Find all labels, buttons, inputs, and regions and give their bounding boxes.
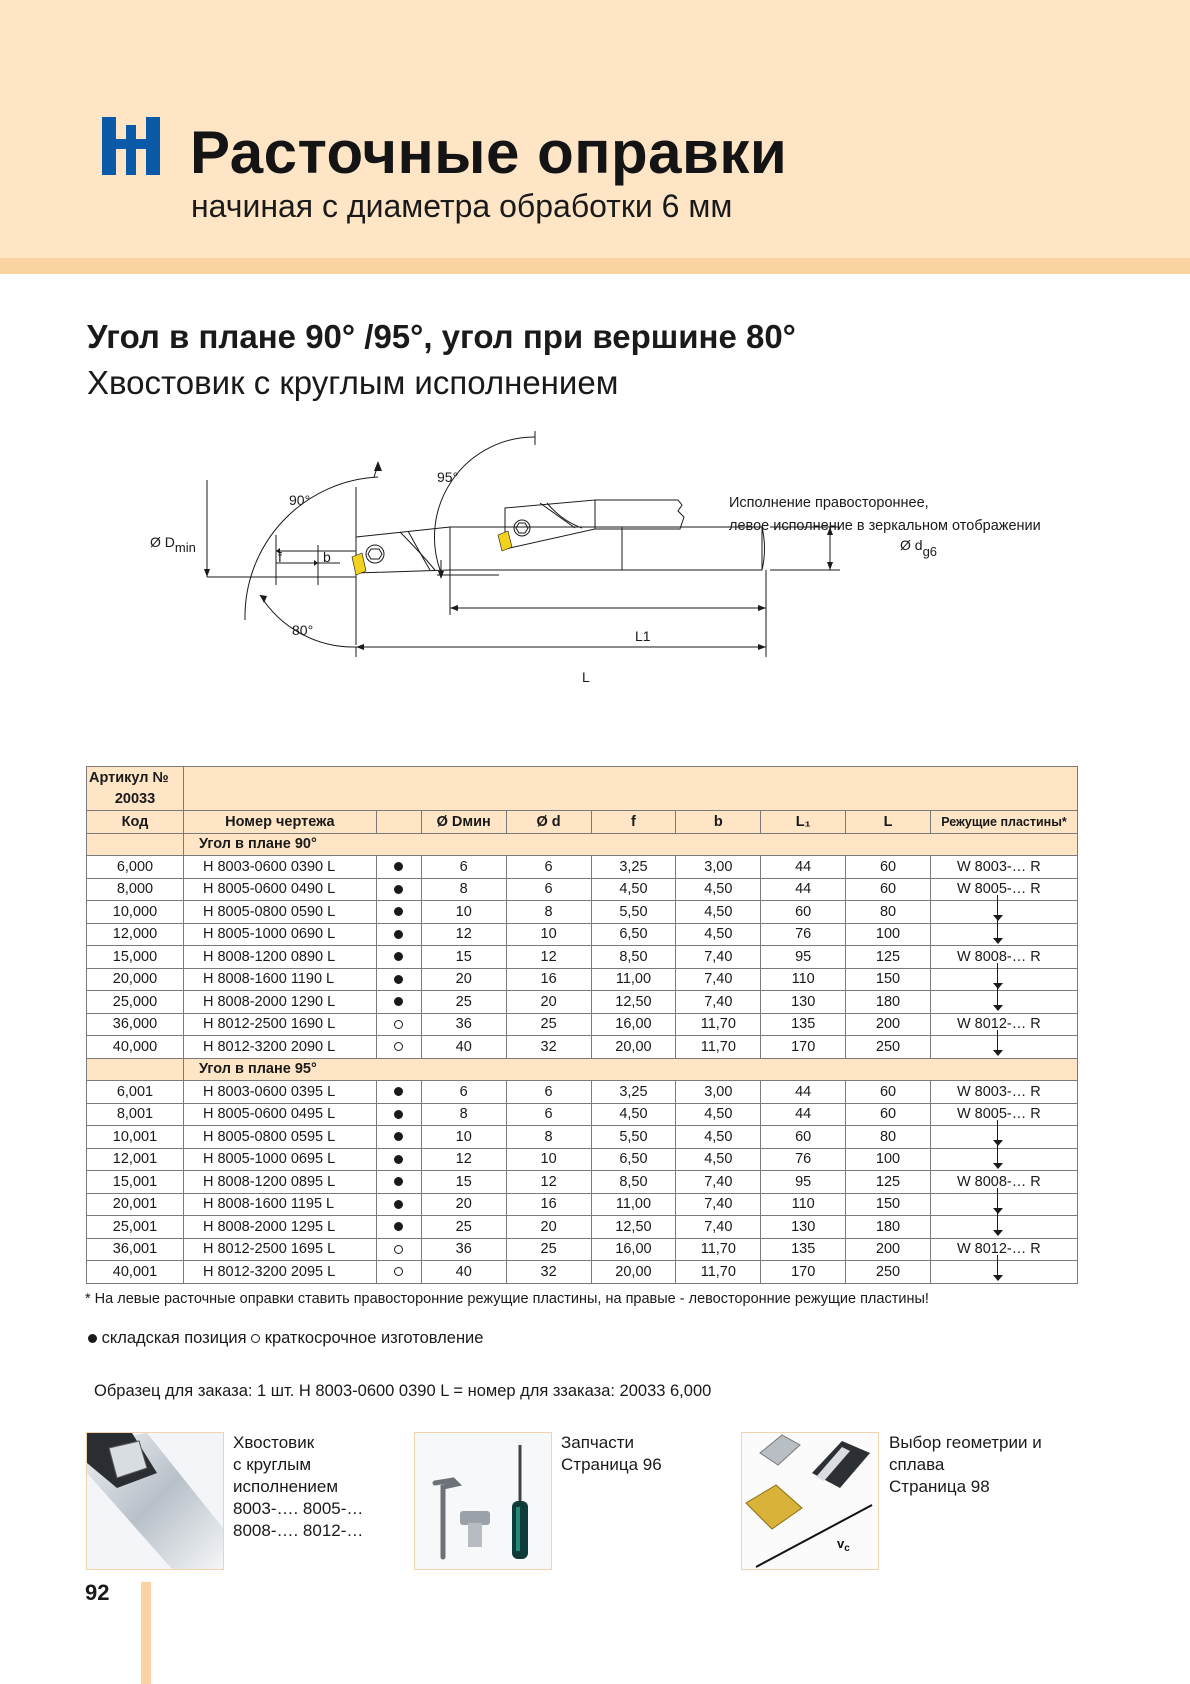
- section-title: Угол в плане 90° /95°, угол при вершине 80°: [87, 318, 796, 355]
- cell-insert-arrow: [930, 923, 1077, 946]
- cell-l: 80: [846, 1126, 931, 1149]
- article-label: Артикул №: [87, 767, 184, 789]
- cell-avail: [376, 1036, 421, 1059]
- cell-insert: W 8003-… R: [930, 1081, 1077, 1104]
- cell-b: 4,50: [676, 1103, 761, 1126]
- table-row: [87, 968, 1078, 991]
- table-row: [87, 901, 1078, 924]
- col-f-header: f: [591, 811, 676, 834]
- stock-dot-icon: [394, 1087, 403, 1096]
- col-dmin-header: Ø Dмин: [421, 811, 506, 834]
- col-avail-header: [376, 811, 421, 834]
- cell-l: 125: [846, 1171, 931, 1194]
- cell-l1: 130: [761, 991, 846, 1014]
- cell-d: 12: [506, 1171, 591, 1194]
- cell-l: 250: [846, 1261, 931, 1284]
- cell-d: 25: [506, 1013, 591, 1036]
- col-code-header: Код: [87, 811, 184, 834]
- cell-code: 12,000: [87, 923, 184, 946]
- stock-dot-icon: [394, 1132, 403, 1141]
- parts-photo: [414, 1432, 552, 1570]
- order-example: Образец для заказа: 1 шт. H 8003-0600 0390 L = номер для ззаказа: 20033 6,000: [94, 1382, 712, 1400]
- page-title: Расточные оправки: [190, 119, 788, 186]
- cell-l: 100: [846, 923, 931, 946]
- cell-insert-arrow: [930, 1148, 1077, 1171]
- cell-b: 4,50: [676, 923, 761, 946]
- cell-drawing: H 8008-1200 0895 L: [183, 1171, 376, 1194]
- cell-code: 8,000: [87, 878, 184, 901]
- cell-dmin: 40: [421, 1036, 506, 1059]
- cell-avail: [376, 991, 421, 1014]
- cell-avail: [376, 1013, 421, 1036]
- cell-insert-arrow: [930, 1126, 1077, 1149]
- spec-table: [86, 766, 1078, 1284]
- cell-f: 5,50: [591, 901, 676, 924]
- cell-drawing: H 8008-2000 1295 L: [183, 1216, 376, 1239]
- cell-drawing: H 8012-3200 2090 L: [183, 1036, 376, 1059]
- cell-drawing: H 8005-1000 0695 L: [183, 1148, 376, 1171]
- cell-drawing: H 8008-1600 1195 L: [183, 1193, 376, 1216]
- stock-dot-icon: [394, 1222, 403, 1231]
- cell-avail: [376, 1148, 421, 1171]
- cell-code: 10,000: [87, 901, 184, 924]
- cell-avail: [376, 901, 421, 924]
- availability-legend: [88, 1329, 483, 1348]
- cell-f: 3,25: [591, 1081, 676, 1104]
- cell-l1: 110: [761, 968, 846, 991]
- hh-logo-icon: [102, 117, 160, 175]
- cell-l: 60: [846, 878, 931, 901]
- group-row: [87, 1058, 1078, 1081]
- cell-l: 60: [846, 1081, 931, 1104]
- short-ring-icon: [251, 1334, 260, 1343]
- cell-l1: 60: [761, 901, 846, 924]
- cell-avail: [376, 946, 421, 969]
- cell-d: 6: [506, 1103, 591, 1126]
- cell-f: 6,50: [591, 1148, 676, 1171]
- cell-code: 40,000: [87, 1036, 184, 1059]
- cell-insert: W 8012-… R: [930, 1238, 1077, 1261]
- cell-insert-arrow: [930, 1216, 1077, 1239]
- l1-label: L1: [635, 628, 651, 644]
- cell-b: 7,40: [676, 1171, 761, 1194]
- stock-dot-icon: [394, 1110, 403, 1119]
- cell-dmin: 20: [421, 968, 506, 991]
- cell-code: 10,001: [87, 1126, 184, 1149]
- cell-drawing: H 8008-2000 1290 L: [183, 991, 376, 1014]
- cell-code: 15,000: [87, 946, 184, 969]
- cell-l: 180: [846, 1216, 931, 1239]
- cell-code: 36,000: [87, 1013, 184, 1036]
- cell-avail: [376, 1126, 421, 1149]
- cell-f: 5,50: [591, 1126, 676, 1149]
- cell-avail: [376, 1261, 421, 1284]
- cell-l1: 44: [761, 878, 846, 901]
- cell-d: 20: [506, 1216, 591, 1239]
- table-header-row: [87, 811, 1078, 834]
- stock-dot-icon: [394, 862, 403, 871]
- cell-dmin: 10: [421, 901, 506, 924]
- cell-b: 3,00: [676, 1081, 761, 1104]
- cell-insert: W 8005-… R: [930, 1103, 1077, 1126]
- stock-dot-icon: [394, 997, 403, 1006]
- cell-avail: [376, 1171, 421, 1194]
- cell-avail: [376, 1081, 421, 1104]
- cell-code: 25,001: [87, 1216, 184, 1239]
- cell-b: 4,50: [676, 878, 761, 901]
- cell-f: 12,50: [591, 991, 676, 1014]
- cell-drawing: H 8005-0800 0590 L: [183, 901, 376, 924]
- group-label: Угол в плане 95°: [183, 1058, 1077, 1081]
- cell-b: 11,70: [676, 1013, 761, 1036]
- cell-insert-arrow: [930, 968, 1077, 991]
- main-insert: [352, 553, 366, 575]
- cell-drawing: H 8003-0600 0390 L: [183, 856, 376, 879]
- cell-avail: [376, 923, 421, 946]
- cell-l: 150: [846, 1193, 931, 1216]
- stock-dot-icon: [394, 975, 403, 984]
- stock-dot-icon: [394, 952, 403, 961]
- cell-insert-arrow: [930, 1193, 1077, 1216]
- table-row: [87, 1216, 1078, 1239]
- cell-avail: [376, 1103, 421, 1126]
- cell-l: 60: [846, 856, 931, 879]
- cell-l: 200: [846, 1013, 931, 1036]
- cell-insert-arrow: [930, 1036, 1077, 1059]
- stock-dot-icon: [394, 1155, 403, 1164]
- tool-drawing: [150, 425, 1100, 715]
- cell-code: 40,001: [87, 1261, 184, 1284]
- cell-d: 6: [506, 878, 591, 901]
- cell-b: 7,40: [676, 1216, 761, 1239]
- cell-d: 6: [506, 856, 591, 879]
- stock-dot-icon: [394, 1200, 403, 1209]
- cell-dmin: 25: [421, 991, 506, 1014]
- legend-stock: складская позиция: [101, 1329, 247, 1347]
- table-row: [87, 1036, 1078, 1059]
- cell-drawing: H 8012-3200 2095 L: [183, 1261, 376, 1284]
- cell-l1: 135: [761, 1013, 846, 1036]
- cell-l1: 110: [761, 1193, 846, 1216]
- angle-80-label: 80°: [292, 622, 314, 638]
- table-row: [87, 878, 1078, 901]
- cell-drawing: H 8003-0600 0395 L: [183, 1081, 376, 1104]
- cell-d: 16: [506, 1193, 591, 1216]
- cell-l1: 44: [761, 856, 846, 879]
- cell-b: 7,40: [676, 968, 761, 991]
- cell-dmin: 15: [421, 946, 506, 969]
- cell-avail: [376, 968, 421, 991]
- drawing-note-line2: левое исполнение в зеркальном отображении: [729, 518, 1041, 534]
- cell-b: 11,70: [676, 1238, 761, 1261]
- cell-dmin: 8: [421, 878, 506, 901]
- cell-b: 4,50: [676, 901, 761, 924]
- cell-l: 60: [846, 1103, 931, 1126]
- cell-f: 11,00: [591, 968, 676, 991]
- cell-d: 6: [506, 1081, 591, 1104]
- detail-insert: [498, 531, 512, 551]
- table-row: [87, 1238, 1078, 1261]
- cell-avail: [376, 1238, 421, 1261]
- ref-shank: Хвостовик с круглым исполнением 8003-…. 8005-… 8008-…. 8012-…: [233, 1433, 364, 1540]
- table-row: [87, 1148, 1078, 1171]
- short-ring-icon: [394, 1245, 403, 1254]
- short-ring-icon: [394, 1042, 403, 1051]
- cell-l: 180: [846, 991, 931, 1014]
- col-inserts-header: Режущие пластины*: [930, 811, 1077, 834]
- article-number: 20033: [87, 789, 184, 811]
- cell-dmin: 10: [421, 1126, 506, 1149]
- cell-code: 20,001: [87, 1193, 184, 1216]
- cell-drawing: H 8012-2500 1695 L: [183, 1238, 376, 1261]
- cell-dmin: 6: [421, 1081, 506, 1104]
- cell-code: 15,001: [87, 1171, 184, 1194]
- dmin-label: Ø Dmin: [150, 534, 196, 555]
- cell-code: 6,000: [87, 856, 184, 879]
- cell-b: 3,00: [676, 856, 761, 879]
- table-row: [87, 946, 1078, 969]
- short-ring-icon: [394, 1020, 403, 1029]
- cell-avail: [376, 1216, 421, 1239]
- cell-l: 80: [846, 901, 931, 924]
- table-row: [87, 1081, 1078, 1104]
- cell-b: 4,50: [676, 1148, 761, 1171]
- short-ring-icon: [394, 1267, 403, 1276]
- stock-dot-icon: [88, 1334, 97, 1343]
- cell-f: 3,25: [591, 856, 676, 879]
- cell-code: 8,001: [87, 1103, 184, 1126]
- section-subtitle: Хвостовик с круглым исполнением: [87, 364, 619, 401]
- cell-l1: 130: [761, 1216, 846, 1239]
- f-label: f: [278, 549, 282, 565]
- b-label: b: [323, 549, 331, 565]
- footnote: * На левые расточные оправки ставить правосторонние режущие пластины, на правые - левосторонние режущие пластины!: [85, 1291, 929, 1307]
- cell-code: 36,001: [87, 1238, 184, 1261]
- table-row: [87, 1261, 1078, 1284]
- cell-avail: [376, 856, 421, 879]
- cell-l1: 60: [761, 1126, 846, 1149]
- cell-insert: W 8005-… R: [930, 878, 1077, 901]
- page-bar: [141, 1582, 151, 1684]
- cell-b: 7,40: [676, 1193, 761, 1216]
- group-label: Угол в плане 90°: [183, 833, 1077, 856]
- cell-l1: 44: [761, 1103, 846, 1126]
- cell-d: 20: [506, 991, 591, 1014]
- cell-dmin: 25: [421, 1216, 506, 1239]
- cell-drawing: H 8005-0800 0595 L: [183, 1126, 376, 1149]
- cell-insert: W 8008-… R: [930, 946, 1077, 969]
- table-row: [87, 1103, 1078, 1126]
- cell-dmin: 12: [421, 1148, 506, 1171]
- stock-dot-icon: [394, 1177, 403, 1186]
- group-row: [87, 833, 1078, 856]
- cell-dmin: 15: [421, 1171, 506, 1194]
- page-subtitle: начиная с диаметра обработки 6 мм: [191, 188, 733, 224]
- cell-avail: [376, 1193, 421, 1216]
- cell-f: 12,50: [591, 1216, 676, 1239]
- cell-insert-arrow: [930, 1261, 1077, 1284]
- cell-f: 4,50: [591, 878, 676, 901]
- table-row: [87, 1171, 1078, 1194]
- cell-drawing: H 8005-0600 0490 L: [183, 878, 376, 901]
- stock-dot-icon: [394, 907, 403, 916]
- article-row-2: [87, 789, 1078, 811]
- cell-f: 4,50: [591, 1103, 676, 1126]
- stock-dot-icon: [394, 930, 403, 939]
- table-row: [87, 1126, 1078, 1149]
- cell-d: 10: [506, 1148, 591, 1171]
- cell-l1: 135: [761, 1238, 846, 1261]
- cell-l1: 170: [761, 1261, 846, 1284]
- angle-90-label: 90°: [289, 492, 311, 508]
- drawing-note-line1: Исполнение правостороннее,: [729, 495, 929, 511]
- cell-f: 16,00: [591, 1013, 676, 1036]
- col-d-header: Ø d: [506, 811, 591, 834]
- cell-l1: 95: [761, 946, 846, 969]
- cell-dmin: 40: [421, 1261, 506, 1284]
- cell-dmin: 6: [421, 856, 506, 879]
- cell-dmin: 20: [421, 1193, 506, 1216]
- cell-l: 100: [846, 1148, 931, 1171]
- cell-b: 7,40: [676, 991, 761, 1014]
- vc-label: $v_c$: [837, 1536, 850, 1554]
- cell-d: 16: [506, 968, 591, 991]
- col-b-header: b: [676, 811, 761, 834]
- d-label: Ø dg6: [900, 537, 938, 559]
- cell-l: 200: [846, 1238, 931, 1261]
- cell-code: 6,001: [87, 1081, 184, 1104]
- cell-d: 25: [506, 1238, 591, 1261]
- table-row: [87, 923, 1078, 946]
- cell-b: 11,70: [676, 1036, 761, 1059]
- cell-drawing: H 8005-1000 0690 L: [183, 923, 376, 946]
- col-l-header: L: [846, 811, 931, 834]
- cell-d: 32: [506, 1261, 591, 1284]
- cell-drawing: H 8008-1200 0890 L: [183, 946, 376, 969]
- stock-dot-icon: [394, 885, 403, 894]
- cell-l: 250: [846, 1036, 931, 1059]
- cell-f: 11,00: [591, 1193, 676, 1216]
- cell-drawing: H 8012-2500 1690 L: [183, 1013, 376, 1036]
- table-row: [87, 856, 1078, 879]
- cell-l1: 170: [761, 1036, 846, 1059]
- cell-d: 8: [506, 1126, 591, 1149]
- header-stripe: [0, 258, 1190, 274]
- cell-f: 8,50: [591, 1171, 676, 1194]
- cell-b: 4,50: [676, 1126, 761, 1149]
- legend-short: краткосрочное изготовление: [264, 1329, 484, 1347]
- cell-f: 20,00: [591, 1261, 676, 1284]
- cell-d: 8: [506, 901, 591, 924]
- cell-b: 7,40: [676, 946, 761, 969]
- main-tool-body: [356, 527, 622, 573]
- table-row: [87, 991, 1078, 1014]
- cell-dmin: 12: [421, 923, 506, 946]
- cell-d: 10: [506, 923, 591, 946]
- cell-dmin: 36: [421, 1238, 506, 1261]
- col-l1-header: L₁: [761, 811, 846, 834]
- cell-l1: 44: [761, 1081, 846, 1104]
- col-drawing-header: Номер чертежа: [183, 811, 376, 834]
- cell-f: 16,00: [591, 1238, 676, 1261]
- cell-f: 6,50: [591, 923, 676, 946]
- geometry-photo: [741, 1432, 879, 1570]
- ref-parts: Запчасти Страница 96: [561, 1433, 662, 1474]
- cell-l: 125: [846, 946, 931, 969]
- shank-photo: [86, 1432, 224, 1570]
- cell-l1: 76: [761, 1148, 846, 1171]
- cell-dmin: 8: [421, 1103, 506, 1126]
- cell-drawing: H 8008-1600 1190 L: [183, 968, 376, 991]
- cell-d: 32: [506, 1036, 591, 1059]
- cell-avail: [376, 878, 421, 901]
- page-number: 92: [85, 1580, 110, 1605]
- cell-dmin: 36: [421, 1013, 506, 1036]
- cell-insert: W 8012-… R: [930, 1013, 1077, 1036]
- table-row: [87, 1013, 1078, 1036]
- cell-l1: 95: [761, 1171, 846, 1194]
- cell-f: 8,50: [591, 946, 676, 969]
- cell-insert-arrow: [930, 991, 1077, 1014]
- cell-f: 20,00: [591, 1036, 676, 1059]
- ref-geometry: Выбор геометрии и сплава Страница 98: [889, 1433, 1042, 1496]
- table-row: [87, 1193, 1078, 1216]
- cell-insert-arrow: [930, 901, 1077, 924]
- article-row-1: [87, 767, 1078, 789]
- cell-l1: 76: [761, 923, 846, 946]
- cell-drawing: H 8005-0600 0495 L: [183, 1103, 376, 1126]
- cell-code: 20,000: [87, 968, 184, 991]
- cell-code: 12,001: [87, 1148, 184, 1171]
- cell-insert: W 8008-… R: [930, 1171, 1077, 1194]
- cell-l: 150: [846, 968, 931, 991]
- cell-b: 11,70: [676, 1261, 761, 1284]
- cell-code: 25,000: [87, 991, 184, 1014]
- cell-d: 12: [506, 946, 591, 969]
- l-label: L: [582, 669, 590, 685]
- cell-insert: W 8003-… R: [930, 856, 1077, 879]
- arc-80: [260, 595, 356, 647]
- angle-95-label: 95°: [437, 469, 459, 485]
